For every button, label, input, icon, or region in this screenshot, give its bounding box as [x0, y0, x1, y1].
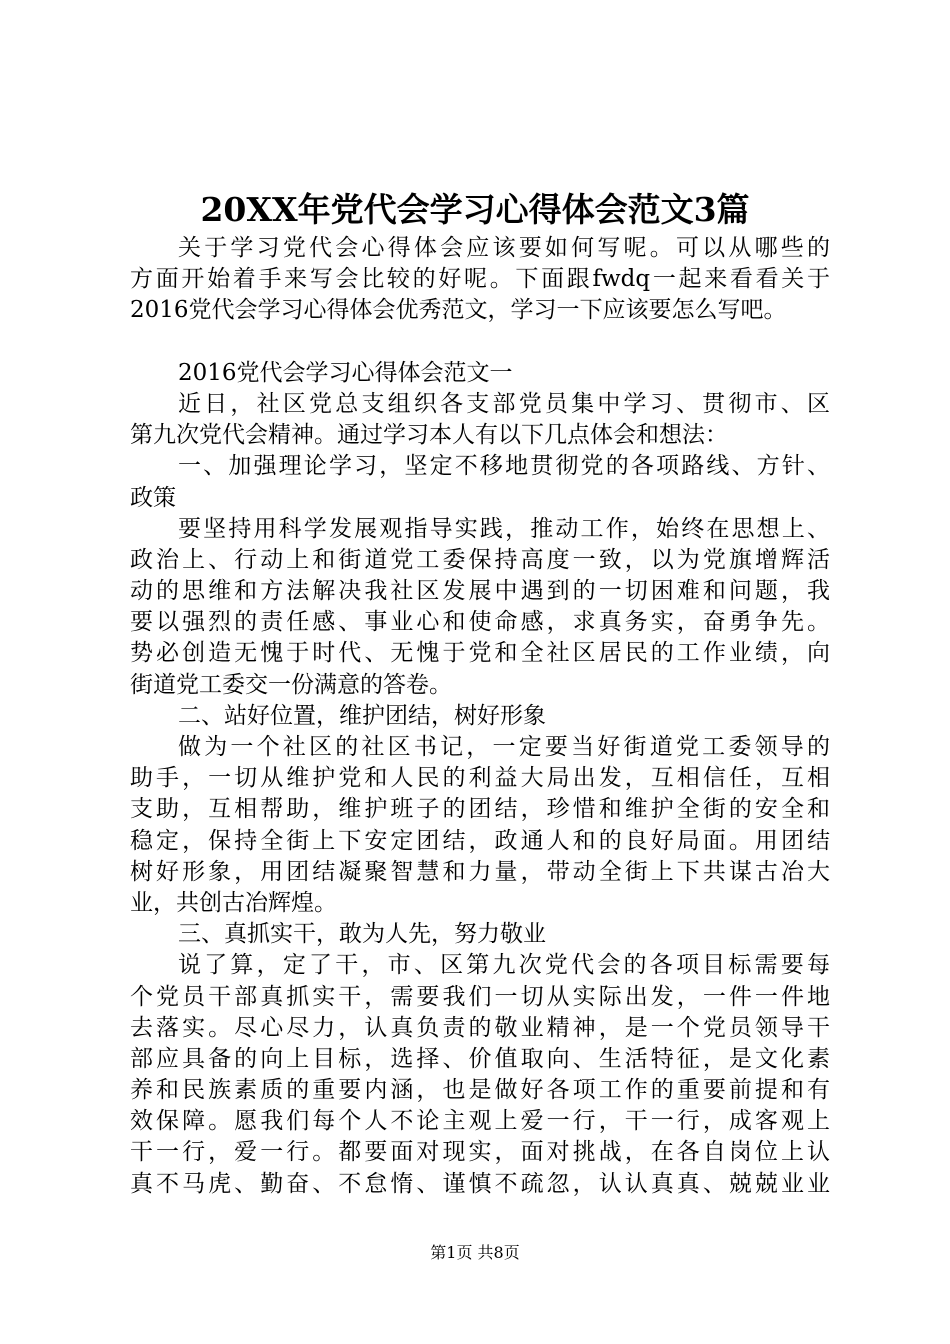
text-line: 势必创造无愧于时代、无愧于党和全社区居民的工作业绩，向: [130, 640, 830, 667]
text-line: 干一行，爱一行。都要面对现实，面对挑战，在各自岗位上认: [130, 1139, 830, 1166]
text-line: 动的思维和方法解决我社区发展中遇到的一切困难和问题，我: [130, 578, 830, 605]
text-line: 树好形象，用团结凝聚智慧和力量，带动全街上下共谋古冶大: [130, 858, 830, 885]
page-footer: 第1页 共8页: [430, 1243, 520, 1262]
text-line: 政策: [130, 484, 176, 511]
text-line: 政治上、行动上和街道党工委保持高度一致，以为党旗增辉活: [130, 546, 830, 573]
text-line: 2016党代会学习心得体会范文一: [178, 359, 513, 386]
text-line: 真不马虎、勤奋、不怠惰、谨慎不疏忽，认认真真、兢兢业业: [130, 1170, 830, 1197]
document-body: [130, 233, 830, 1200]
text-line: 二、站好位置，维护团结，树好形象: [178, 702, 546, 729]
blank-line: [130, 327, 830, 358]
text-line: 一、加强理论学习，坚定不移地贯彻党的各项路线、方针、: [178, 453, 830, 480]
text-line: 业，共创古冶辉煌。: [130, 889, 337, 916]
text-line: 关于学习党代会心得体会应该要如何写呢。可以从哪些的: [178, 235, 830, 261]
text-line: 去落实。尽心尽力，认真负责的敬业精神，是一个党员领导干: [130, 1014, 830, 1041]
text-line: 说了算，定了干，市、区第九次党代会的各项目标需要每: [178, 952, 830, 979]
text-line: 做为一个社区的社区书记，一定要当好街道党工委领导的: [178, 734, 830, 760]
text-line: 个党员干部真抓实干，需要我们一切从实际出发，一件一件地: [130, 983, 830, 1010]
document-title: 20XX年党代会学习心得体会范文3篇: [200, 190, 750, 229]
text-line: 助手，一切从维护党和人民的利益大局出发，互相信任，互相: [130, 765, 830, 792]
text-line: 方面开始着手来写会比较的好呢。下面跟fwdq一起来看看关于: [130, 266, 830, 293]
text-line: 要坚持用科学发展观指导实践，推动工作，始终在思想上、: [178, 515, 830, 542]
text-line: 近日，社区党总支组织各支部党员集中学习、贯彻市、区: [178, 390, 830, 417]
text-line: 要以强烈的责任感、事业心和使命感，求真务实，奋勇争先。: [130, 609, 830, 636]
text-line: 第九次党代会精神。通过学习本人有以下几点体会和想法：: [130, 422, 728, 449]
text-line: 2016党代会学习心得体会优秀范文，学习一下应该要怎么写吧。: [130, 297, 787, 324]
text-line: 支助，互相帮助，维护班子的团结，珍惜和维护全街的安全和: [130, 796, 830, 823]
text-line: 稳定，保持全街上下安定团结，政通人和的良好局面。用团结: [130, 827, 830, 854]
text-line: 街道党工委交一份满意的答卷。: [130, 671, 452, 698]
text-line: 部应具备的向上目标，选择、价值取向、生活特征，是文化素: [130, 1045, 830, 1072]
text-line: 三、真抓实干，敢为人先，努力敬业: [178, 921, 546, 948]
text-line: 效保障。愿我们每个人不论主观上爱一行，干一行，成客观上: [130, 1108, 830, 1135]
text-line: 养和民族素质的重要内涵，也是做好各项工作的重要前提和有: [130, 1077, 830, 1104]
